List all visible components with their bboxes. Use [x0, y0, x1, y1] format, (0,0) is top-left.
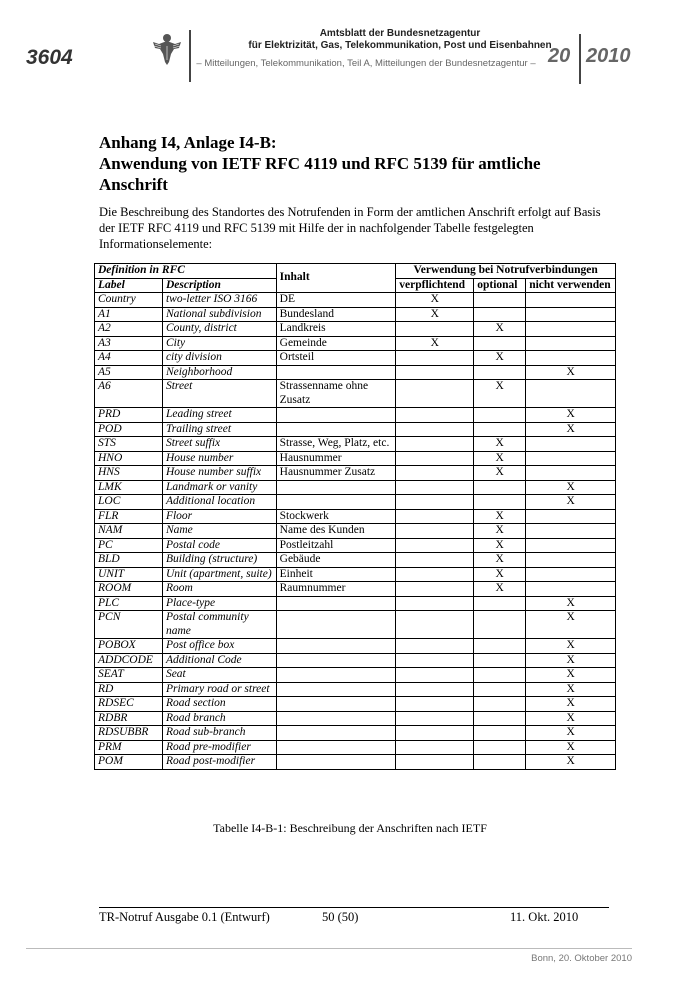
cell-inhalt [276, 682, 396, 697]
cell-optional [474, 422, 526, 437]
heading-line-2: Anwendung von IETF RFC 4119 und RFC 5139 für amtliche [99, 154, 541, 173]
cell-description: House number suffix [162, 466, 276, 481]
cell-nicht-verwenden [526, 380, 616, 408]
cell-optional [474, 596, 526, 611]
cell-verpflichtend [396, 495, 474, 510]
table-row [95, 509, 616, 524]
cell-nicht-verwenden: X [526, 495, 616, 510]
cell-nicht-verwenden: X [526, 365, 616, 380]
header-inhalt: Inhalt [276, 264, 396, 293]
cell-verpflichtend [396, 711, 474, 726]
table-row [95, 380, 616, 408]
cell-nicht-verwenden [526, 322, 616, 337]
cell-description: Additional location [162, 495, 276, 510]
cell-inhalt [276, 422, 396, 437]
cell-label: POD [95, 422, 163, 437]
cell-inhalt [276, 740, 396, 755]
cell-verpflichtend [396, 553, 474, 568]
table-row [95, 495, 616, 510]
cell-nicht-verwenden: X [526, 697, 616, 712]
cell-inhalt: Ortsteil [276, 351, 396, 366]
cell-nicht-verwenden [526, 553, 616, 568]
cell-optional: X [474, 451, 526, 466]
table-row [95, 711, 616, 726]
cell-inhalt: Landkreis [276, 322, 396, 337]
cell-inhalt: Raumnummer [276, 582, 396, 597]
cell-label: POBOX [95, 639, 163, 654]
cell-nicht-verwenden: X [526, 596, 616, 611]
cell-verpflichtend [396, 365, 474, 380]
cell-nicht-verwenden [526, 451, 616, 466]
cell-verpflichtend [396, 755, 474, 770]
cell-description: Leading street [162, 408, 276, 423]
cell-optional: X [474, 509, 526, 524]
cell-description: Street [162, 380, 276, 408]
table-row [95, 697, 616, 712]
cell-description: Seat [162, 668, 276, 683]
table-row [95, 307, 616, 322]
cell-nicht-verwenden [526, 524, 616, 539]
table-row [95, 322, 616, 337]
cell-inhalt: Bundesland [276, 307, 396, 322]
publisher-line-1: Amtsblatt der Bundesnetzagentur [319, 28, 481, 39]
cell-label: STS [95, 437, 163, 452]
cell-description: Trailing street [162, 422, 276, 437]
cell-description: Road pre-modifier [162, 740, 276, 755]
cell-nicht-verwenden: X [526, 422, 616, 437]
cell-description: Road sub-branch [162, 726, 276, 741]
cell-optional: X [474, 322, 526, 337]
cell-label: A6 [95, 380, 163, 408]
cell-nicht-verwenden: X [526, 726, 616, 741]
table-row [95, 639, 616, 654]
table-row [95, 524, 616, 539]
cell-inhalt [276, 611, 396, 639]
cell-optional [474, 639, 526, 654]
cell-verpflichtend [396, 351, 474, 366]
cell-verpflichtend [396, 480, 474, 495]
cell-optional: X [474, 524, 526, 539]
cell-label: POM [95, 755, 163, 770]
cell-label: A4 [95, 351, 163, 366]
cell-label: PCN [95, 611, 163, 639]
cell-inhalt [276, 653, 396, 668]
cell-description: Building (structure) [162, 553, 276, 568]
cell-optional: X [474, 466, 526, 481]
rfc-address-table [94, 263, 616, 770]
issue-number: 20 [548, 45, 571, 67]
cell-optional [474, 697, 526, 712]
header-nicht-verwenden: nicht verwenden [526, 278, 616, 293]
header-definition-in-rfc: Definition in RFC [95, 264, 277, 279]
table-row [95, 653, 616, 668]
cell-label: RDBR [95, 711, 163, 726]
cell-label: BLD [95, 553, 163, 568]
cell-label: A2 [95, 322, 163, 337]
cell-label: RDSEC [95, 697, 163, 712]
cell-verpflichtend [396, 380, 474, 408]
cell-inhalt [276, 711, 396, 726]
page-number: 3604 [26, 46, 73, 69]
cell-description: Road post-modifier [162, 755, 276, 770]
cell-verpflichtend [396, 466, 474, 481]
cell-label: UNIT [95, 567, 163, 582]
table-caption: Tabelle I4-B-1: Beschreibung der Anschriften nach IETF [213, 821, 487, 835]
federal-eagle-icon [152, 32, 182, 66]
cell-optional [474, 480, 526, 495]
publication-stamp: Bonn, 20. Oktober 2010 [531, 953, 632, 964]
table-row [95, 611, 616, 639]
cell-nicht-verwenden: X [526, 755, 616, 770]
cell-verpflichtend [396, 322, 474, 337]
cell-optional [474, 611, 526, 639]
table-row [95, 336, 616, 351]
footer-document-id: TR-Notruf Ausgabe 0.1 (Entwurf) [99, 910, 270, 924]
cell-optional: X [474, 567, 526, 582]
table-body [95, 293, 616, 770]
cell-description: National subdivision [162, 307, 276, 322]
cell-optional [474, 293, 526, 308]
cell-inhalt [276, 668, 396, 683]
cell-verpflichtend [396, 509, 474, 524]
table-row [95, 351, 616, 366]
cell-optional: X [474, 553, 526, 568]
cell-description: Name [162, 524, 276, 539]
cell-label: PLC [95, 596, 163, 611]
cell-nicht-verwenden: X [526, 653, 616, 668]
cell-description: House number [162, 451, 276, 466]
header-usage: Verwendung bei Notrufverbindungen [396, 264, 616, 279]
table-row [95, 682, 616, 697]
cell-description: Postal community name [162, 611, 276, 639]
cell-nicht-verwenden [526, 351, 616, 366]
cell-optional [474, 682, 526, 697]
cell-verpflichtend [396, 697, 474, 712]
cell-label: HNS [95, 466, 163, 481]
cell-description: city division [162, 351, 276, 366]
bottom-rule [26, 948, 632, 949]
cell-optional: X [474, 351, 526, 366]
cell-inhalt [276, 726, 396, 741]
cell-label: A3 [95, 336, 163, 351]
cell-optional [474, 653, 526, 668]
cell-nicht-verwenden: X [526, 711, 616, 726]
cell-verpflichtend [396, 408, 474, 423]
table-row [95, 480, 616, 495]
cell-nicht-verwenden: X [526, 639, 616, 654]
cell-inhalt: Gebäude [276, 553, 396, 568]
cell-optional [474, 307, 526, 322]
cell-inhalt: Stockwerk [276, 509, 396, 524]
publisher-line-2: für Elektrizität, Gas, Telekommunikation, Post und Eisenbahnen [248, 40, 552, 51]
cell-description: Road branch [162, 711, 276, 726]
cell-nicht-verwenden [526, 538, 616, 553]
heading-line-3: Anschrift [99, 175, 168, 194]
publisher-title [200, 28, 600, 52]
cell-description: Primary road or street [162, 682, 276, 697]
cell-label: ADDCODE [95, 653, 163, 668]
cell-verpflichtend: X [396, 307, 474, 322]
cell-label: LMK [95, 480, 163, 495]
cell-label: SEAT [95, 668, 163, 683]
table-row [95, 538, 616, 553]
header-divider [189, 30, 191, 82]
heading-line-1: Anhang I4, Anlage I4-B: [99, 133, 277, 152]
cell-nicht-verwenden [526, 437, 616, 452]
cell-label: A1 [95, 307, 163, 322]
cell-label: PRD [95, 408, 163, 423]
header-label: Label [95, 278, 163, 293]
cell-nicht-verwenden: X [526, 668, 616, 683]
cell-nicht-verwenden [526, 466, 616, 481]
cell-label: LOC [95, 495, 163, 510]
cell-inhalt: Strassenname ohne Zusatz [276, 380, 396, 408]
issue-divider [579, 34, 581, 84]
cell-description: Postal code [162, 538, 276, 553]
footer-date: 11. Okt. 2010 [510, 910, 579, 924]
cell-optional [474, 668, 526, 683]
cell-verpflichtend [396, 596, 474, 611]
cell-description: Landmark or vanity [162, 480, 276, 495]
cell-optional [474, 336, 526, 351]
cell-inhalt: Strasse, Weg, Platz, etc. [276, 437, 396, 452]
header-optional: optional [474, 278, 526, 293]
table-row [95, 726, 616, 741]
cell-optional [474, 711, 526, 726]
publisher-subtitle: – Mitteilungen, Telekommunikation, Teil A, Mitteilungen der Bundesnetzagentur – [196, 58, 536, 69]
cell-nicht-verwenden [526, 509, 616, 524]
cell-nicht-verwenden [526, 567, 616, 582]
footer-rule [99, 907, 609, 908]
table-row [95, 437, 616, 452]
cell-inhalt [276, 495, 396, 510]
cell-nicht-verwenden: X [526, 740, 616, 755]
cell-nicht-verwenden [526, 336, 616, 351]
table-row [95, 466, 616, 481]
cell-verpflichtend [396, 422, 474, 437]
cell-description: County, district [162, 322, 276, 337]
cell-label: RD [95, 682, 163, 697]
table-row [95, 567, 616, 582]
cell-inhalt: Hausnummer Zusatz [276, 466, 396, 481]
table-row [95, 408, 616, 423]
cell-inhalt: Gemeinde [276, 336, 396, 351]
cell-inhalt [276, 365, 396, 380]
cell-label: NAM [95, 524, 163, 539]
cell-optional: X [474, 437, 526, 452]
cell-optional [474, 755, 526, 770]
table-row [95, 293, 616, 308]
cell-inhalt: Hausnummer [276, 451, 396, 466]
table-row [95, 755, 616, 770]
table-row [95, 668, 616, 683]
table-row [95, 365, 616, 380]
cell-label: PC [95, 538, 163, 553]
section-heading [99, 132, 619, 195]
cell-optional: X [474, 538, 526, 553]
cell-verpflichtend [396, 567, 474, 582]
cell-verpflichtend [396, 682, 474, 697]
cell-nicht-verwenden [526, 307, 616, 322]
cell-description: Room [162, 582, 276, 597]
cell-nicht-verwenden: X [526, 682, 616, 697]
table-row [95, 596, 616, 611]
table-row [95, 451, 616, 466]
intro-paragraph: Die Beschreibung des Standortes des Notrufenden in Form der amtlichen Anschrift erfolgt auf Basis der IETF RFC 4119 und RFC 5139 mit Hilfe der in nachfolgender Tabelle festgelegten Informationselemente: [99, 205, 601, 251]
cell-verpflichtend [396, 611, 474, 639]
cell-verpflichtend [396, 653, 474, 668]
cell-inhalt [276, 408, 396, 423]
cell-label: FLR [95, 509, 163, 524]
cell-inhalt: Name des Kunden [276, 524, 396, 539]
cell-description: Additional Code [162, 653, 276, 668]
cell-nicht-verwenden [526, 582, 616, 597]
cell-verpflichtend [396, 524, 474, 539]
cell-verpflichtend [396, 582, 474, 597]
cell-verpflichtend [396, 740, 474, 755]
cell-inhalt [276, 480, 396, 495]
cell-label: RDSUBBR [95, 726, 163, 741]
cell-optional: X [474, 582, 526, 597]
cell-description: City [162, 336, 276, 351]
cell-description: Floor [162, 509, 276, 524]
cell-optional [474, 740, 526, 755]
cell-verpflichtend: X [396, 336, 474, 351]
header-description: Description [162, 278, 276, 293]
cell-inhalt: Postleitzahl [276, 538, 396, 553]
cell-verpflichtend [396, 668, 474, 683]
issue-year: 2010 [586, 45, 631, 67]
cell-inhalt: DE [276, 293, 396, 308]
cell-nicht-verwenden: X [526, 480, 616, 495]
cell-optional [474, 365, 526, 380]
cell-nicht-verwenden [526, 293, 616, 308]
cell-inhalt [276, 639, 396, 654]
cell-verpflichtend [396, 451, 474, 466]
cell-nicht-verwenden: X [526, 408, 616, 423]
cell-nicht-verwenden: X [526, 611, 616, 639]
header-verpflichtend: verpflichtend [396, 278, 474, 293]
cell-optional [474, 495, 526, 510]
cell-inhalt [276, 697, 396, 712]
footer-page-count: 50 (50) [322, 910, 359, 924]
cell-verpflichtend: X [396, 293, 474, 308]
cell-description: two-letter ISO 3166 [162, 293, 276, 308]
cell-optional [474, 408, 526, 423]
cell-label: Country [95, 293, 163, 308]
cell-verpflichtend [396, 726, 474, 741]
cell-label: HNO [95, 451, 163, 466]
table-row [95, 422, 616, 437]
cell-inhalt [276, 755, 396, 770]
cell-verpflichtend [396, 538, 474, 553]
cell-description: Street suffix [162, 437, 276, 452]
cell-label: ROOM [95, 582, 163, 597]
cell-description: Post office box [162, 639, 276, 654]
table-row [95, 740, 616, 755]
cell-verpflichtend [396, 437, 474, 452]
cell-verpflichtend [396, 639, 474, 654]
cell-label: A5 [95, 365, 163, 380]
cell-description: Road section [162, 697, 276, 712]
cell-description: Neighborhood [162, 365, 276, 380]
cell-inhalt: Einheit [276, 567, 396, 582]
cell-label: PRM [95, 740, 163, 755]
table-row [95, 582, 616, 597]
table-row [95, 553, 616, 568]
cell-description: Unit (apartment, suite) [162, 567, 276, 582]
cell-optional [474, 726, 526, 741]
cell-optional: X [474, 380, 526, 408]
cell-description: Place-type [162, 596, 276, 611]
cell-inhalt [276, 596, 396, 611]
